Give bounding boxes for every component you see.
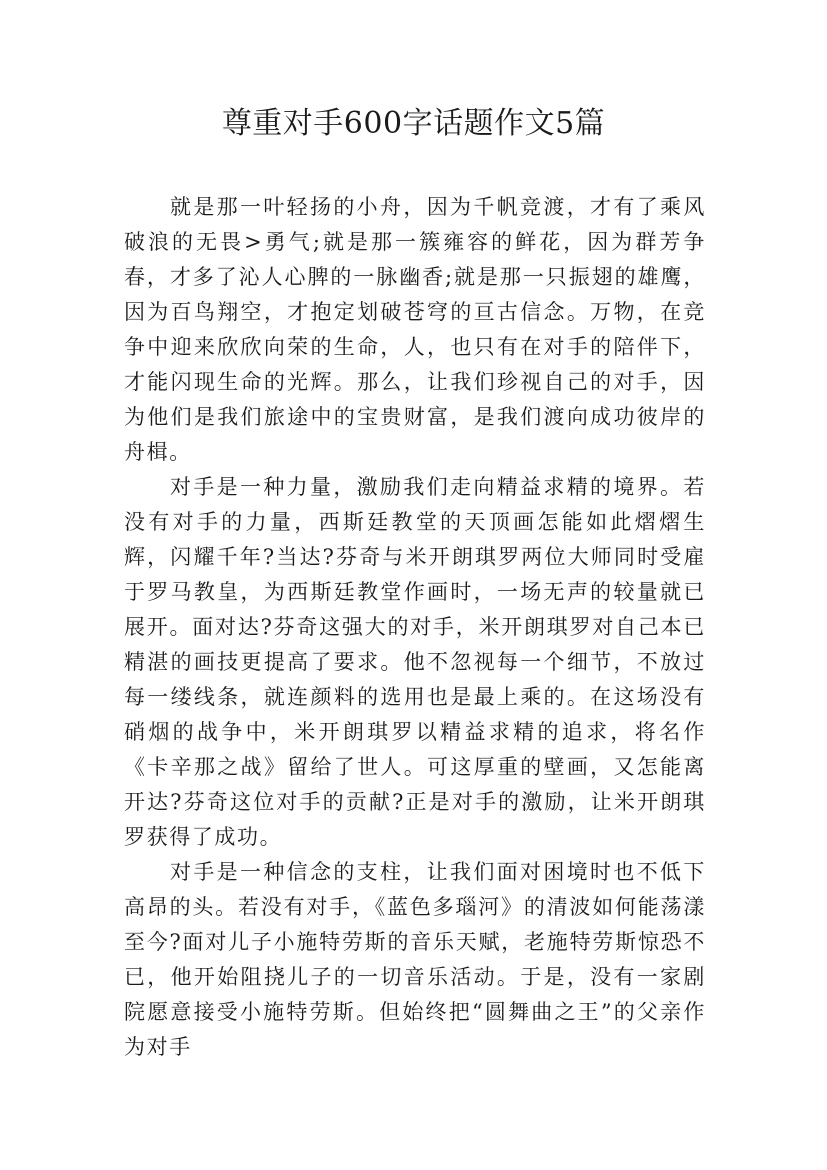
document-body	[124, 190, 706, 1065]
paragraph-1: 就是那一叶轻扬的小舟，因为千帆竞渡，才有了乘风破浪的无畏>勇气;就是那一簇雍容的鲜花，因为群芳争春，才多了沁人心脾的一脉幽香;就是那一只振翅的雄鹰，因为百鸟翔空，才抱定划破苍穹的亘古信念。万物，在竞争中迎来欣欣向荣的生命，人，也只有在对手的陪伴下，才能闪现生命的光辉。那么，让我们珍视自己的对手，因为他们是我们旅途中的宝贵财富，是我们渡向成功彼岸的舟楫。	[124, 195, 706, 464]
paragraph-2: 对手是一种力量，激励我们走向精益求精的境界。若没有对手的力量，西斯廷教堂的天顶画怎能如此熠熠生辉，闪耀千年?当达?芬奇与米开朗琪罗两位大师同时受雇于罗马教皇，为西斯廷教堂作画时，一场无声的较量就已展开。面对达?芬奇这强大的对手，米开朗琪罗对自己本已精湛的画技更提高了要求。他不忽视每一个细节，不放过每一缕线条，就连颜料的选用也是最上乘的。在这场没有硝烟的战争中，米开朗琪罗以精益求精的追求，将名作《卡辛那之战》留给了世人。可这厚重的壁画，又怎能离开达?芬奇这位对手的贡献?正是对手的激励，让米开朗琪罗获得了成功。	[124, 475, 706, 849]
paragraph-3: 对手是一种信念的支柱，让我们面对困境时也不低下高昂的头。若没有对手，《蓝色多瑙河》的清波如何能荡漾至今?面对儿子小施特劳斯的音乐天赋，老施特劳斯惊恐不已，他开始阻挠儿子的一切音乐活动。于是，没有一家剧院愿意接受小施特劳斯。但始终把“圆舞曲之王”的父亲作为对手	[124, 860, 706, 1059]
document-title: 尊重对手600字话题作文5篇	[221, 106, 606, 141]
